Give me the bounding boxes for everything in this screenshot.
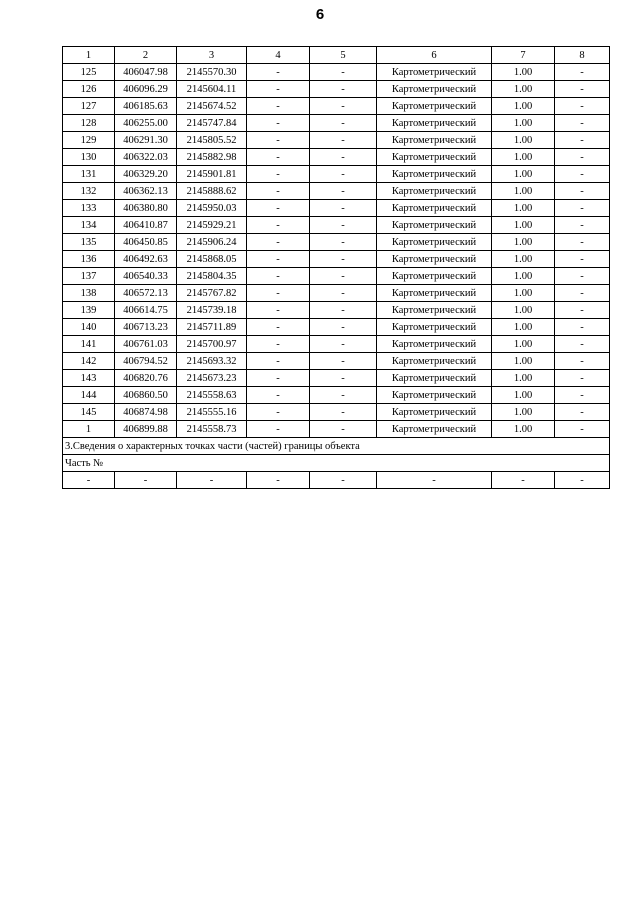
table-cell: 131 bbox=[63, 166, 115, 183]
table-cell: 1.00 bbox=[492, 81, 555, 98]
table-cell: 2145570.30 bbox=[177, 64, 247, 81]
table-cell: 143 bbox=[63, 370, 115, 387]
table-cell: 128 bbox=[63, 115, 115, 132]
table-row bbox=[63, 285, 610, 302]
table-row bbox=[63, 217, 610, 234]
table-cell: Картометрический bbox=[377, 370, 492, 387]
table-row bbox=[63, 268, 610, 285]
table-cell: - bbox=[247, 200, 310, 217]
table-cell: 141 bbox=[63, 336, 115, 353]
table-cell: 2145767.82 bbox=[177, 285, 247, 302]
table-cell: - bbox=[247, 285, 310, 302]
table-row bbox=[63, 132, 610, 149]
table-cell: Картометрический bbox=[377, 166, 492, 183]
table-cell: - bbox=[247, 64, 310, 81]
table-cell: - bbox=[555, 404, 610, 421]
table-cell: Картометрический bbox=[377, 285, 492, 302]
table-cell: 2145868.05 bbox=[177, 251, 247, 268]
table-cell: Картометрический bbox=[377, 234, 492, 251]
table-cell: 125 bbox=[63, 64, 115, 81]
part-label: Часть № bbox=[63, 455, 610, 472]
table-cell: 406860.50 bbox=[115, 387, 177, 404]
table-cell: 2145804.35 bbox=[177, 268, 247, 285]
table-cell: 1 bbox=[63, 421, 115, 438]
table-cell: - bbox=[310, 251, 377, 268]
table-cell: 1.00 bbox=[492, 370, 555, 387]
table-cell: Картометрический bbox=[377, 421, 492, 438]
table-cell: 1.00 bbox=[492, 234, 555, 251]
table-cell: 1.00 bbox=[492, 268, 555, 285]
table-cell: 1.00 bbox=[492, 149, 555, 166]
table-cell: 1.00 bbox=[492, 115, 555, 132]
table-cell: Картометрический bbox=[377, 302, 492, 319]
table-cell: Картометрический bbox=[377, 98, 492, 115]
table-cell: 136 bbox=[63, 251, 115, 268]
table-cell: 134 bbox=[63, 217, 115, 234]
table-row bbox=[63, 166, 610, 183]
table-cell: - bbox=[247, 421, 310, 438]
table-row bbox=[63, 81, 610, 98]
table-cell: - bbox=[377, 472, 492, 489]
table-cell: Картометрический bbox=[377, 336, 492, 353]
table-cell: - bbox=[310, 64, 377, 81]
column-header: 5 bbox=[310, 47, 377, 64]
table-cell: 2145700.97 bbox=[177, 336, 247, 353]
table-cell: 127 bbox=[63, 98, 115, 115]
table-cell: 406820.76 bbox=[115, 370, 177, 387]
table-cell: - bbox=[247, 183, 310, 200]
table-cell: Картометрический bbox=[377, 183, 492, 200]
table-cell: 406572.13 bbox=[115, 285, 177, 302]
table-cell: 2145674.52 bbox=[177, 98, 247, 115]
table-cell: 142 bbox=[63, 353, 115, 370]
table-cell: Картометрический bbox=[377, 64, 492, 81]
column-header: 2 bbox=[115, 47, 177, 64]
table-row bbox=[63, 234, 610, 251]
table-cell: - bbox=[555, 421, 610, 438]
table-cell: - bbox=[247, 404, 310, 421]
table-row bbox=[63, 387, 610, 404]
table-row bbox=[63, 421, 610, 438]
table-row bbox=[63, 115, 610, 132]
table-cell: 2145882.98 bbox=[177, 149, 247, 166]
table-cell: 406329.20 bbox=[115, 166, 177, 183]
table-cell: - bbox=[247, 353, 310, 370]
table-cell: - bbox=[310, 115, 377, 132]
table-cell: - bbox=[555, 336, 610, 353]
table-cell: 133 bbox=[63, 200, 115, 217]
table-cell: 406450.85 bbox=[115, 234, 177, 251]
column-header: 3 bbox=[177, 47, 247, 64]
table-cell: - bbox=[247, 387, 310, 404]
table-cell: 1.00 bbox=[492, 64, 555, 81]
table-cell: - bbox=[555, 472, 610, 489]
table-cell: - bbox=[310, 234, 377, 251]
table-cell: 2145604.11 bbox=[177, 81, 247, 98]
table-cell: - bbox=[247, 132, 310, 149]
table-cell: - bbox=[555, 200, 610, 217]
table-cell: - bbox=[247, 370, 310, 387]
section-title: 3.Сведения о характерных точках части (частей) границы объекта bbox=[63, 438, 610, 455]
table-cell: - bbox=[555, 234, 610, 251]
table-cell: - bbox=[555, 268, 610, 285]
table-cell: 2145693.32 bbox=[177, 353, 247, 370]
table-cell: - bbox=[555, 217, 610, 234]
table-cell: - bbox=[555, 353, 610, 370]
table-cell: - bbox=[310, 268, 377, 285]
table-cell: 1.00 bbox=[492, 302, 555, 319]
part-label-row bbox=[63, 455, 610, 472]
table-cell: 406492.63 bbox=[115, 251, 177, 268]
table-row bbox=[63, 302, 610, 319]
table-row bbox=[63, 149, 610, 166]
table-cell: - bbox=[247, 251, 310, 268]
table-cell: 406874.98 bbox=[115, 404, 177, 421]
table-cell: Картометрический bbox=[377, 268, 492, 285]
table-cell: 1.00 bbox=[492, 353, 555, 370]
table-cell: 132 bbox=[63, 183, 115, 200]
table-cell: - bbox=[555, 302, 610, 319]
table-row bbox=[63, 319, 610, 336]
table-cell: Картометрический bbox=[377, 217, 492, 234]
column-header: 1 bbox=[63, 47, 115, 64]
table-cell: 138 bbox=[63, 285, 115, 302]
table-cell: - bbox=[247, 472, 310, 489]
table-cell: Картометрический bbox=[377, 81, 492, 98]
table-cell: Картометрический bbox=[377, 319, 492, 336]
table-cell: - bbox=[247, 115, 310, 132]
table-cell: 1.00 bbox=[492, 319, 555, 336]
table-cell: - bbox=[555, 132, 610, 149]
table-cell: - bbox=[555, 166, 610, 183]
table-cell: 145 bbox=[63, 404, 115, 421]
table-cell: 1.00 bbox=[492, 217, 555, 234]
table-cell: - bbox=[555, 149, 610, 166]
section-title-row bbox=[63, 438, 610, 455]
table-cell: - bbox=[310, 217, 377, 234]
table-cell: 2145555.16 bbox=[177, 404, 247, 421]
table-cell: - bbox=[247, 166, 310, 183]
table-cell: 406614.75 bbox=[115, 302, 177, 319]
table-cell: - bbox=[247, 98, 310, 115]
table-cell: - bbox=[247, 319, 310, 336]
table-cell: 2145929.21 bbox=[177, 217, 247, 234]
table-cell: 2145711.89 bbox=[177, 319, 247, 336]
table-cell: - bbox=[310, 336, 377, 353]
table-cell: 1.00 bbox=[492, 98, 555, 115]
table-cell: 2145901.81 bbox=[177, 166, 247, 183]
table-cell: 144 bbox=[63, 387, 115, 404]
table-cell: - bbox=[555, 115, 610, 132]
table-cell: - bbox=[310, 149, 377, 166]
table-cell: 406047.98 bbox=[115, 64, 177, 81]
table-cell: - bbox=[310, 421, 377, 438]
table-cell: 406322.03 bbox=[115, 149, 177, 166]
empty-part-row bbox=[63, 472, 610, 489]
table-cell: Картометрический bbox=[377, 387, 492, 404]
table-cell: 406713.23 bbox=[115, 319, 177, 336]
table-cell: - bbox=[555, 98, 610, 115]
table-cell: 406410.87 bbox=[115, 217, 177, 234]
table-cell: 406291.30 bbox=[115, 132, 177, 149]
table-cell: 1.00 bbox=[492, 200, 555, 217]
table-row bbox=[63, 370, 610, 387]
table-cell: - bbox=[247, 81, 310, 98]
column-header: 7 bbox=[492, 47, 555, 64]
table-cell: 2145888.62 bbox=[177, 183, 247, 200]
table-cell: - bbox=[492, 472, 555, 489]
table-cell: - bbox=[555, 64, 610, 81]
table-cell: - bbox=[310, 302, 377, 319]
table-cell: 406096.29 bbox=[115, 81, 177, 98]
table-cell: - bbox=[247, 217, 310, 234]
table-header-row bbox=[63, 47, 610, 64]
table-row bbox=[63, 404, 610, 421]
table-cell: 1.00 bbox=[492, 387, 555, 404]
table-cell: 1.00 bbox=[492, 421, 555, 438]
table-cell: - bbox=[247, 149, 310, 166]
table-cell: 2145747.84 bbox=[177, 115, 247, 132]
table-cell: 406540.33 bbox=[115, 268, 177, 285]
table-cell: - bbox=[555, 183, 610, 200]
table-cell: 1.00 bbox=[492, 285, 555, 302]
table-cell: 406362.13 bbox=[115, 183, 177, 200]
table-cell: 1.00 bbox=[492, 404, 555, 421]
table-cell: - bbox=[555, 251, 610, 268]
table-cell: - bbox=[310, 285, 377, 302]
table-cell: 137 bbox=[63, 268, 115, 285]
table-cell: - bbox=[247, 302, 310, 319]
table-cell: - bbox=[310, 404, 377, 421]
table-cell: 406185.63 bbox=[115, 98, 177, 115]
table-cell: Картометрический bbox=[377, 149, 492, 166]
table-cell: - bbox=[310, 132, 377, 149]
table-cell: Картометрический bbox=[377, 200, 492, 217]
table-cell: 130 bbox=[63, 149, 115, 166]
table-cell: 406255.00 bbox=[115, 115, 177, 132]
table-cell: 406761.03 bbox=[115, 336, 177, 353]
table-cell: - bbox=[310, 200, 377, 217]
table-cell: - bbox=[310, 183, 377, 200]
table-cell: Картометрический bbox=[377, 115, 492, 132]
table-cell: - bbox=[555, 387, 610, 404]
table-cell: 406380.80 bbox=[115, 200, 177, 217]
table-cell: - bbox=[555, 319, 610, 336]
table-cell: - bbox=[310, 353, 377, 370]
table-cell: - bbox=[310, 472, 377, 489]
table-row bbox=[63, 336, 610, 353]
table-cell: 1.00 bbox=[492, 251, 555, 268]
table-row bbox=[63, 251, 610, 268]
table-cell: Картометрический bbox=[377, 251, 492, 268]
table-body bbox=[63, 64, 610, 438]
table-cell: - bbox=[310, 81, 377, 98]
table-row bbox=[63, 98, 610, 115]
table-cell: 2145558.73 bbox=[177, 421, 247, 438]
table-cell: 1.00 bbox=[492, 183, 555, 200]
page-number: 6 bbox=[315, 6, 325, 23]
table-cell: 129 bbox=[63, 132, 115, 149]
table-cell: Картометрический bbox=[377, 404, 492, 421]
table-row bbox=[63, 353, 610, 370]
table-cell: - bbox=[310, 370, 377, 387]
table-cell: 135 bbox=[63, 234, 115, 251]
table-cell: - bbox=[310, 387, 377, 404]
table-cell: 139 bbox=[63, 302, 115, 319]
table-row bbox=[63, 200, 610, 217]
table-cell: - bbox=[310, 319, 377, 336]
table-cell: 1.00 bbox=[492, 166, 555, 183]
column-header: 6 bbox=[377, 47, 492, 64]
table-cell: 2145906.24 bbox=[177, 234, 247, 251]
table-cell: 2145673.23 bbox=[177, 370, 247, 387]
table-cell: - bbox=[63, 472, 115, 489]
table-cell: - bbox=[177, 472, 247, 489]
table-cell: - bbox=[310, 166, 377, 183]
column-header: 8 bbox=[555, 47, 610, 64]
table-cell: 140 bbox=[63, 319, 115, 336]
table-cell: 2145950.03 bbox=[177, 200, 247, 217]
table-cell: 2145805.52 bbox=[177, 132, 247, 149]
table-row bbox=[63, 64, 610, 81]
table-cell: - bbox=[247, 268, 310, 285]
coordinates-table bbox=[62, 46, 610, 489]
column-header: 4 bbox=[247, 47, 310, 64]
table-cell: 2145739.18 bbox=[177, 302, 247, 319]
table-cell: - bbox=[555, 81, 610, 98]
table-cell: 1.00 bbox=[492, 336, 555, 353]
table-cell: - bbox=[115, 472, 177, 489]
table-cell: Картометрический bbox=[377, 132, 492, 149]
table-cell: - bbox=[247, 336, 310, 353]
table-cell: 1.00 bbox=[492, 132, 555, 149]
table-cell: - bbox=[555, 370, 610, 387]
table-cell: 406794.52 bbox=[115, 353, 177, 370]
table-cell: Картометрический bbox=[377, 353, 492, 370]
table-row bbox=[63, 183, 610, 200]
table-cell: - bbox=[310, 98, 377, 115]
table-cell: 126 bbox=[63, 81, 115, 98]
table-cell: - bbox=[555, 285, 610, 302]
table-cell: - bbox=[247, 234, 310, 251]
table-cell: 406899.88 bbox=[115, 421, 177, 438]
table-cell: 2145558.63 bbox=[177, 387, 247, 404]
